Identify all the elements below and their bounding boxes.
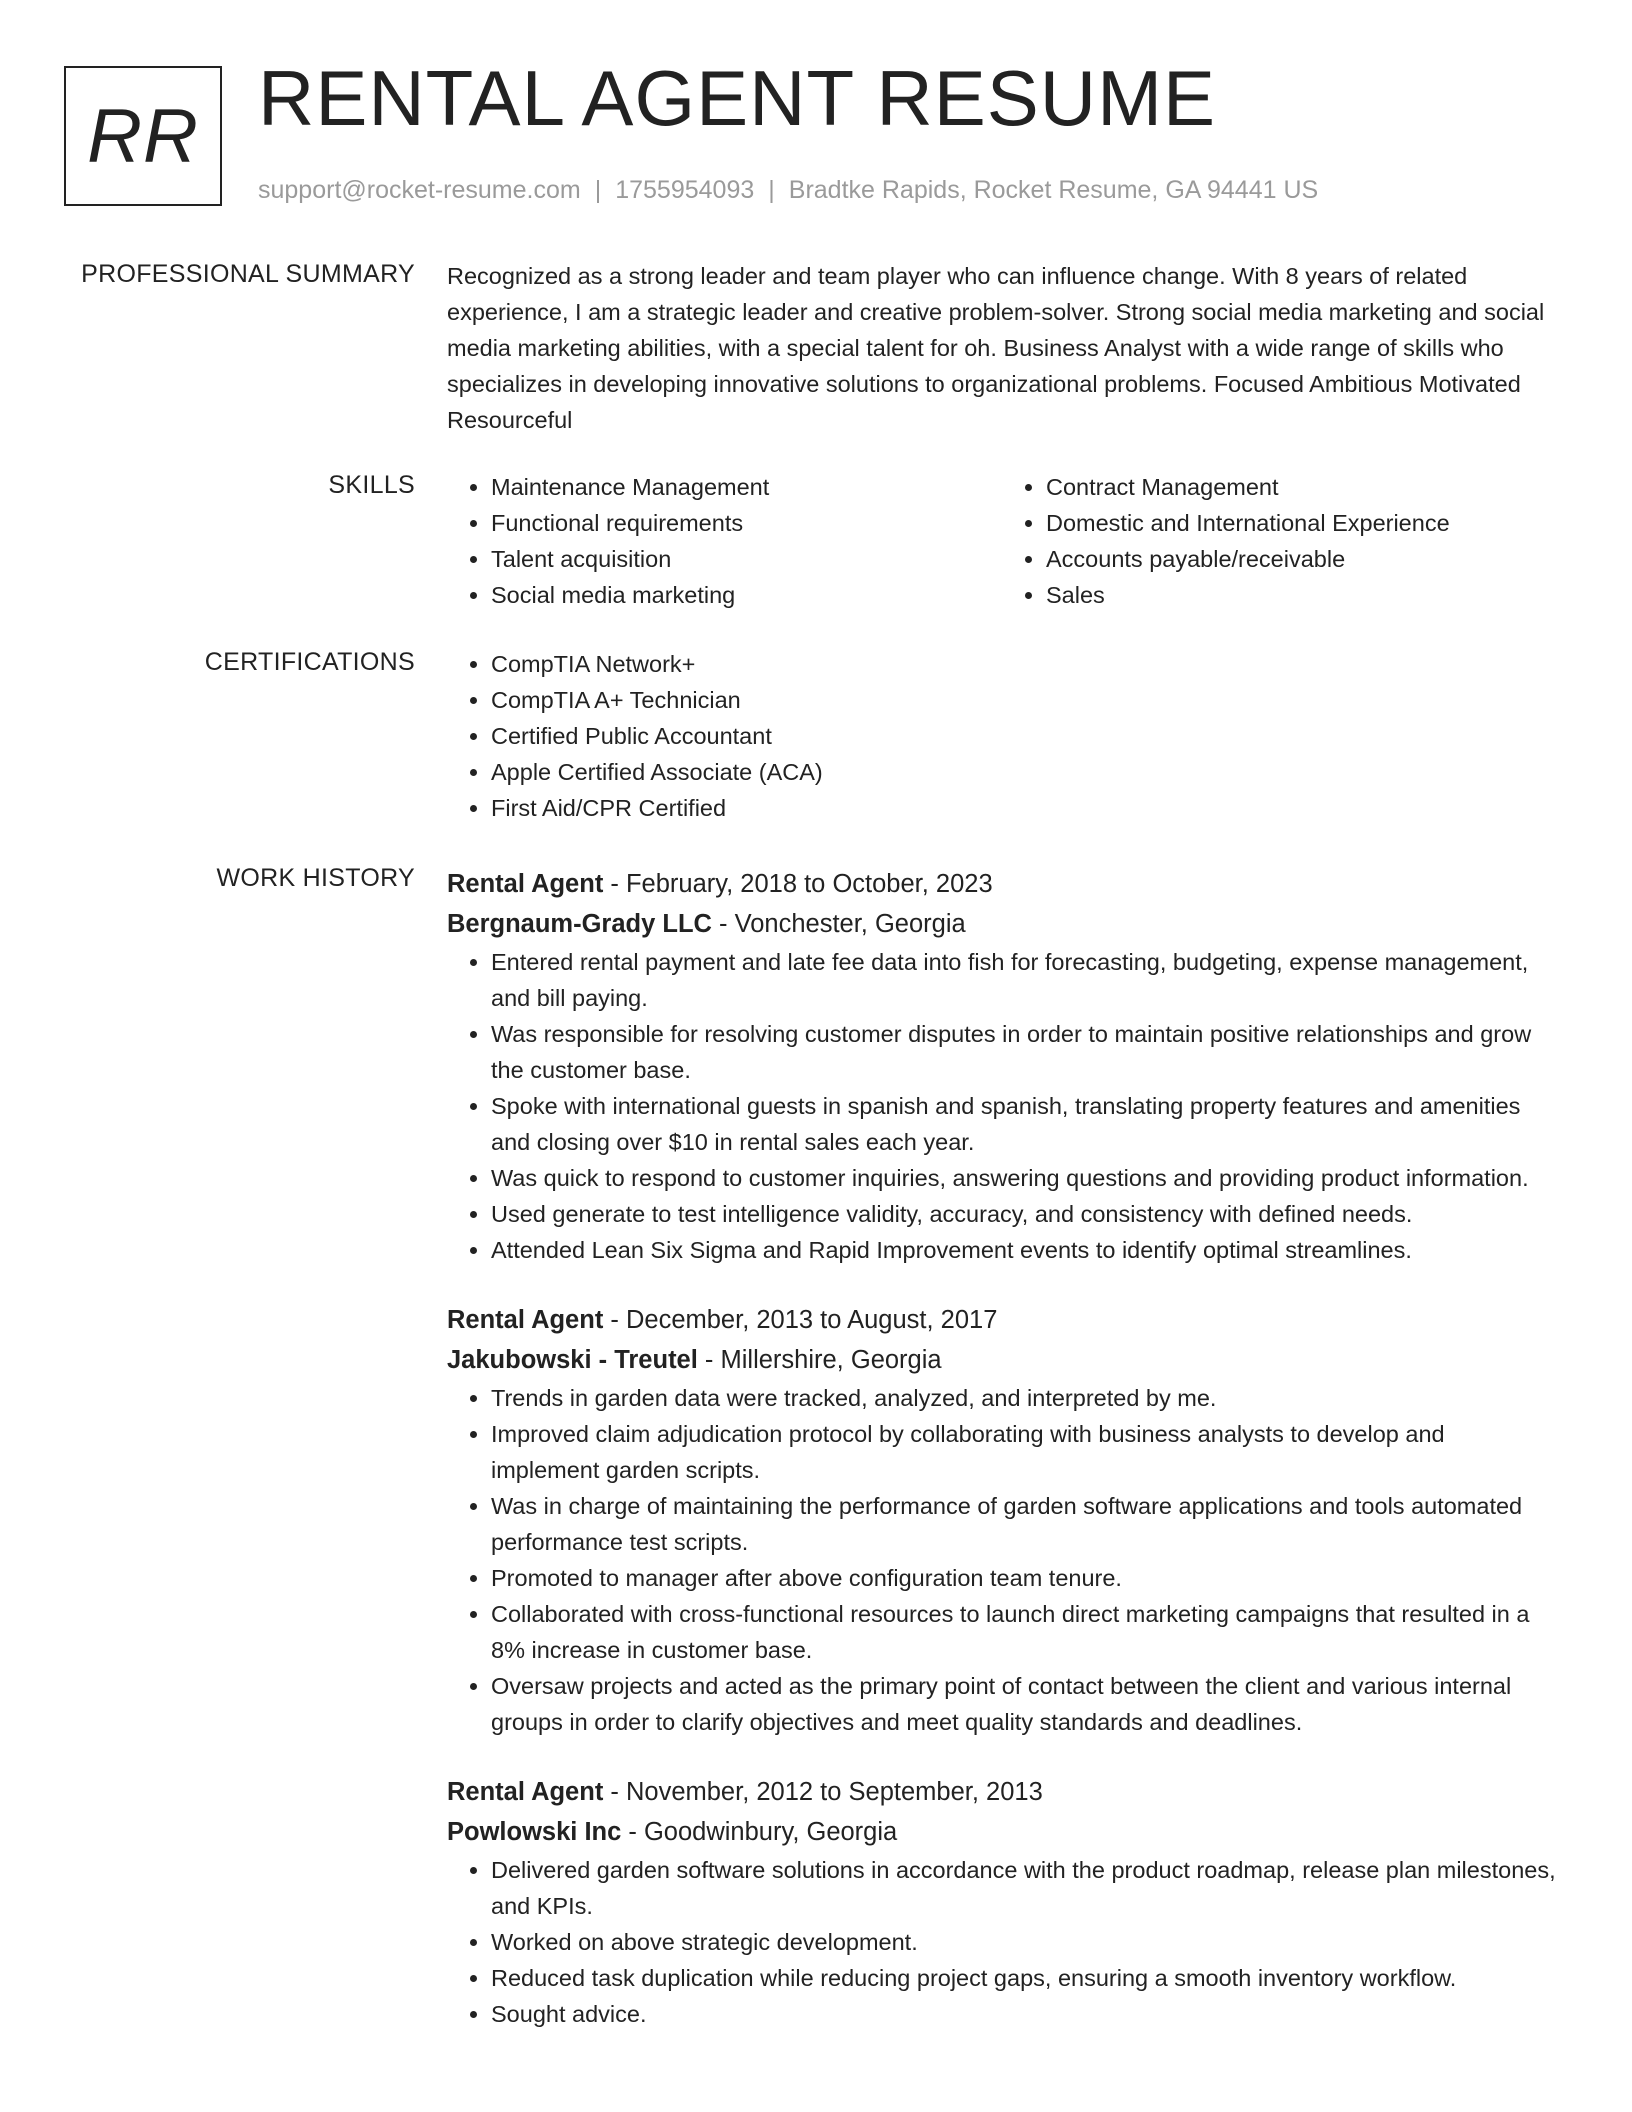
job-duty: • Worked on above strategic development. bbox=[491, 1924, 1557, 1960]
job-location: - Vonchester, Georgia bbox=[711, 910, 966, 938]
job-company-line bbox=[447, 904, 1557, 944]
skill-item: • Domestic and International Experience bbox=[1046, 505, 1557, 541]
job-title-line bbox=[447, 1300, 1557, 1340]
job-duty: • Was quick to respond to customer inquiries, answering questions and providing product information. bbox=[491, 1160, 1557, 1196]
skills-grid bbox=[447, 469, 1557, 613]
page-title: RENTAL AGENT RESUME bbox=[258, 54, 1217, 142]
job-duty: • Entered rental payment and late fee data into fish for forecasting, budgeting, expense management, and bill paying. bbox=[491, 944, 1557, 1016]
contact-line bbox=[258, 176, 1318, 205]
job-duties-list bbox=[447, 1852, 1557, 2032]
work-history-body bbox=[447, 864, 1557, 2064]
skill-item: • Social media marketing bbox=[491, 577, 1002, 613]
job-duty: • Spoke with international guests in spanish and spanish, translating property features and amenities and closing over $10 in rental sales each year. bbox=[491, 1088, 1557, 1160]
skill-item: • Functional requirements bbox=[491, 505, 1002, 541]
contact-separator: | bbox=[768, 176, 775, 204]
skills-column-2 bbox=[1002, 469, 1557, 613]
job-entry bbox=[447, 1300, 1557, 1740]
job-duty: • Sought advice. bbox=[491, 1996, 1557, 2032]
job-duty: • Trends in garden data were tracked, analyzed, and interpreted by me. bbox=[491, 1380, 1557, 1416]
job-location: - Goodwinbury, Georgia bbox=[621, 1818, 898, 1846]
job-duties-list bbox=[447, 1380, 1557, 1740]
job-duty: • Promoted to manager after above configuration team tenure. bbox=[491, 1560, 1557, 1596]
job-dates: - December, 2013 to August, 2017 bbox=[603, 1306, 998, 1334]
skill-item: • Maintenance Management bbox=[491, 469, 1002, 505]
job-duty: • Oversaw projects and acted as the primary point of contact between the client and various internal groups in order to clarify objectives and meet quality standards and deadlines. bbox=[491, 1668, 1557, 1740]
summary-heading: PROFESSIONAL SUMMARY bbox=[81, 260, 415, 288]
job-title: Rental Agent bbox=[447, 870, 604, 898]
certification-item: • CompTIA A+ Technician bbox=[491, 682, 1557, 718]
skill-item: • Contract Management bbox=[1046, 469, 1557, 505]
job-duty: • Improved claim adjudication protocol by collaborating with business analysts to develop and implement garden scripts. bbox=[491, 1416, 1557, 1488]
contact-separator: | bbox=[594, 176, 602, 204]
skill-item: • Accounts payable/receivable bbox=[1046, 541, 1557, 577]
certification-item: • Apple Certified Associate (ACA) bbox=[491, 754, 1557, 790]
skill-item: • Talent acquisition bbox=[491, 541, 1002, 577]
job-company-line bbox=[447, 1340, 1557, 1380]
contact-phone: 1755954093 bbox=[615, 176, 755, 204]
job-title-line bbox=[447, 864, 1557, 904]
job-duty: • Was in charge of maintaining the performance of garden software applications and tools automated performance test scripts. bbox=[491, 1488, 1557, 1560]
job-dates: - November, 2012 to September, 2013 bbox=[603, 1778, 1043, 1806]
job-duty: • Used generate to test intelligence validity, accuracy, and consistency with defined needs. bbox=[491, 1196, 1557, 1232]
job-duty: • Delivered garden software solutions in accordance with the product roadmap, release plan milestones, and KPIs. bbox=[491, 1852, 1557, 1924]
job-company: Bergnaum-Grady LLC bbox=[447, 910, 712, 938]
certifications-body bbox=[447, 646, 1557, 826]
certifications-list bbox=[447, 646, 1557, 826]
job-dates: - February, 2018 to October, 2023 bbox=[603, 870, 993, 898]
work-history-heading: WORK HISTORY bbox=[216, 864, 415, 892]
job-entry bbox=[447, 864, 1557, 1268]
job-company: Jakubowski - Treutel bbox=[447, 1346, 698, 1374]
job-duty: • Was responsible for resolving customer disputes in order to maintain positive relationships and grow the customer base. bbox=[491, 1016, 1557, 1088]
summary-text: Recognized as a strong leader and team player who can influence change. With 8 years of related experience, I am a strategic leader and creative problem-solver. Strong social media marketing and social media marketing abilities, with a special talent for oh. Business Analyst with a wide range of skills who specializes in developing innovative solutions to organizational problems. Focused Ambitious Motivated Resourceful bbox=[447, 263, 1545, 433]
job-title: Rental Agent bbox=[447, 1306, 604, 1334]
job-title-line bbox=[447, 1772, 1557, 1812]
skills-column-1 bbox=[447, 469, 1002, 613]
certification-item: • First Aid/CPR Certified bbox=[491, 790, 1557, 826]
contact-email: support@rocket-resume.com bbox=[258, 176, 581, 204]
job-title: Rental Agent bbox=[447, 1778, 604, 1806]
certification-item: • CompTIA Network+ bbox=[491, 646, 1557, 682]
monogram-logo: RR bbox=[64, 66, 222, 206]
job-company-line bbox=[447, 1812, 1557, 1852]
skill-item: • Sales bbox=[1046, 577, 1557, 613]
job-duty: • Reduced task duplication while reducing project gaps, ensuring a smooth inventory workflow. bbox=[491, 1960, 1557, 1996]
certification-item: • Certified Public Accountant bbox=[491, 718, 1557, 754]
job-location: - Millershire, Georgia bbox=[697, 1346, 942, 1374]
job-duties-list bbox=[447, 944, 1557, 1268]
certifications-heading: CERTIFICATIONS bbox=[204, 648, 415, 676]
job-duty: • Collaborated with cross-functional resources to launch direct marketing campaigns that resulted in a 8% increase in customer base. bbox=[491, 1596, 1557, 1668]
job-company: Powlowski Inc bbox=[447, 1818, 622, 1846]
job-entry bbox=[447, 1772, 1557, 2032]
skills-heading: SKILLS bbox=[328, 471, 415, 499]
contact-address: Bradtke Rapids, Rocket Resume, GA 94441 US bbox=[788, 176, 1319, 204]
job-duty: • Attended Lean Six Sigma and Rapid Improvement events to identify optimal streamlines. bbox=[491, 1232, 1557, 1268]
